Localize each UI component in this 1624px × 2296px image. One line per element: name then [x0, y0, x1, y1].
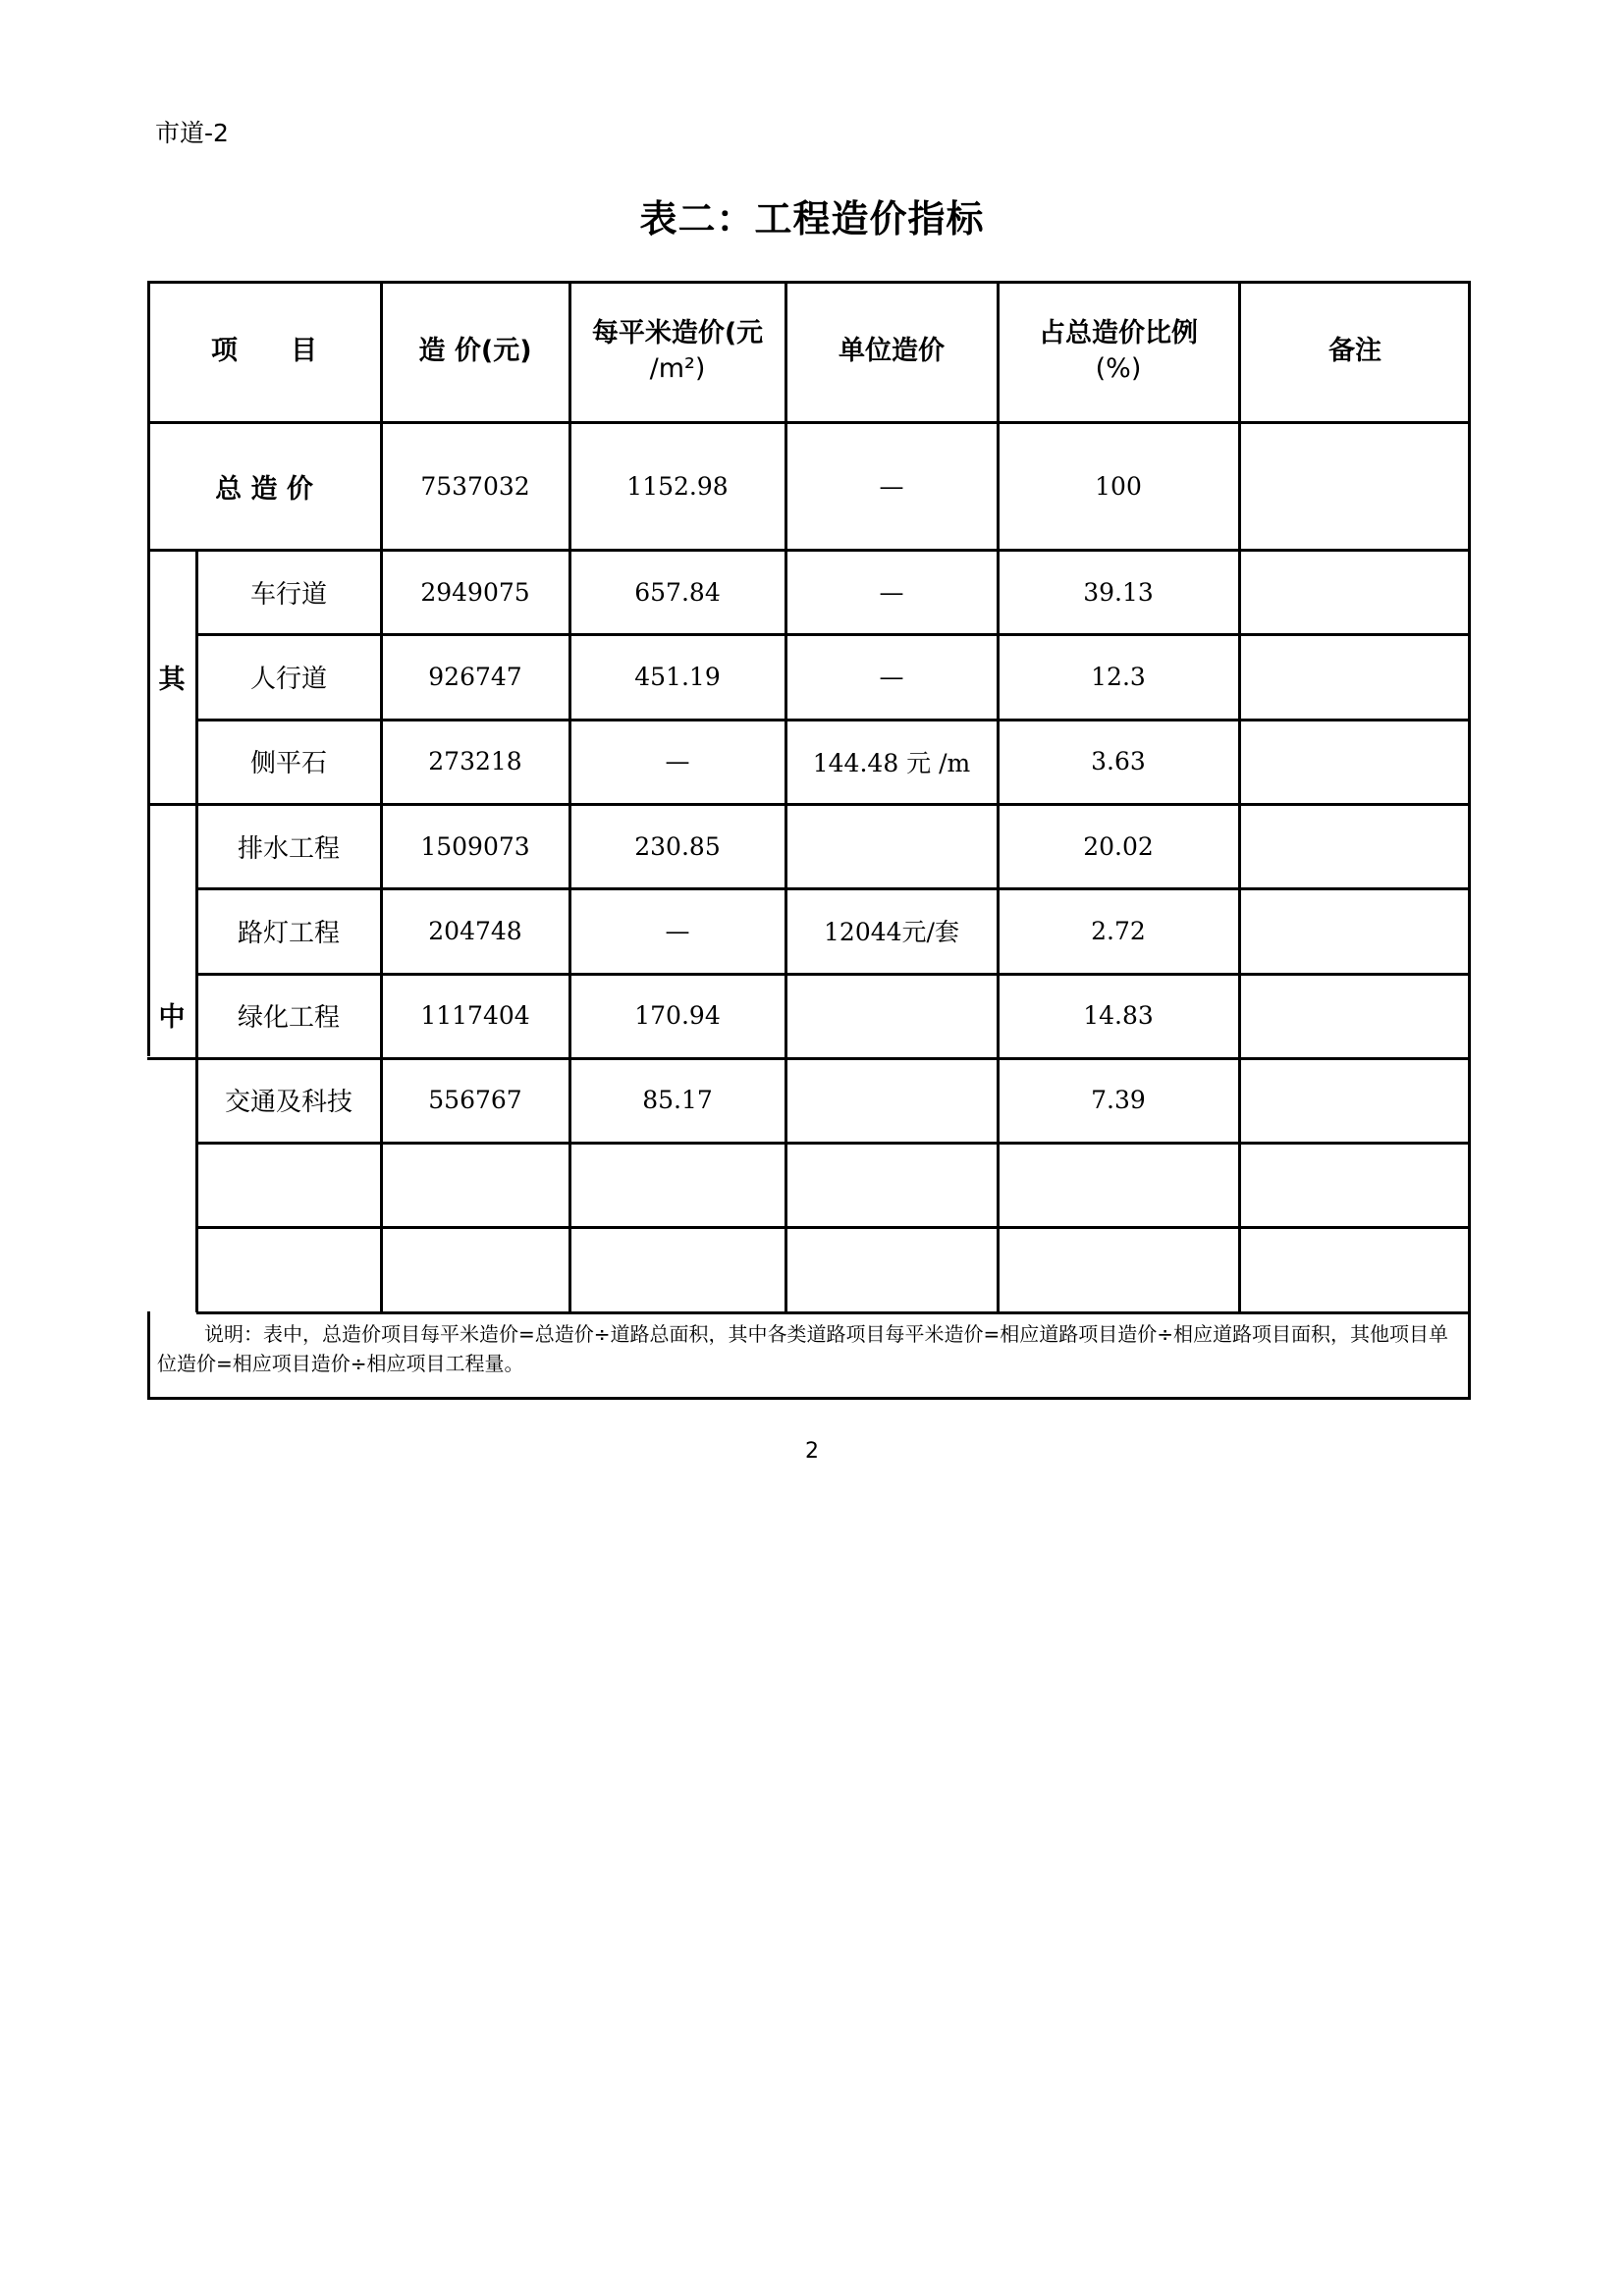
- header-remark: 备注: [1328, 335, 1381, 366]
- rule: [196, 1226, 1471, 1229]
- row-ratio: 12.3: [1091, 662, 1146, 691]
- rule: [785, 281, 787, 1312]
- row-unit-cost: 144.48 元 /m: [812, 748, 971, 777]
- row-unit-cost: [785, 1143, 998, 1227]
- row-unit-cost: —: [879, 662, 904, 691]
- row-cost: [381, 1143, 569, 1227]
- row-per-sqm: [569, 1143, 785, 1227]
- row-name: 绿化工程: [237, 1003, 340, 1034]
- row-per-sqm: 85.17: [642, 1086, 713, 1115]
- row-name: 车行道: [249, 579, 327, 610]
- rule: [1468, 281, 1471, 1400]
- rule: [195, 551, 198, 1312]
- row-cost: [381, 1227, 569, 1311]
- row-remark: [1239, 634, 1471, 719]
- row-ratio: [998, 1227, 1239, 1311]
- row-remark: [1239, 1227, 1471, 1311]
- row-ratio: 7.39: [1091, 1086, 1146, 1115]
- row-per-sqm: 657.84: [634, 577, 721, 607]
- header-item: 项 目: [211, 335, 317, 366]
- total-ratio: 100: [1095, 471, 1142, 501]
- header-per-sqm-line1: 每平米造价(元: [591, 317, 764, 348]
- row-per-sqm: 230.85: [634, 831, 721, 861]
- row-unit-cost: 12044元/套: [824, 918, 959, 947]
- header-ratio-line1: 占总造价比例: [1039, 317, 1198, 348]
- row-cost: 273218: [428, 747, 522, 776]
- row-cost: 2949075: [420, 577, 530, 607]
- row-name: 交通及科技: [224, 1088, 352, 1118]
- row-name: 侧平石: [249, 749, 327, 779]
- total-unit-cost: —: [879, 471, 904, 501]
- row-unit-cost: [785, 1058, 998, 1143]
- row-cost: 204748: [428, 916, 522, 945]
- row-ratio: 39.13: [1083, 577, 1154, 607]
- row-cost: 926747: [428, 662, 522, 691]
- header-ratio-line2: (%): [1095, 353, 1142, 384]
- row-ratio: [998, 1143, 1239, 1227]
- group-label-top: 其: [158, 664, 186, 695]
- row-name: [196, 1227, 381, 1311]
- rule: [196, 1311, 1471, 1314]
- rule: [147, 421, 1471, 424]
- table-title: 表二：工程造价指标: [639, 197, 985, 240]
- cost-index-table: [147, 281, 1471, 1400]
- row-unit-cost: [785, 804, 998, 888]
- row-per-sqm: [569, 1227, 785, 1311]
- row-ratio: 2.72: [1091, 916, 1146, 945]
- row-remark: [1239, 720, 1471, 804]
- rule: [196, 633, 1471, 636]
- total-label: 总 造 价: [215, 473, 313, 505]
- row-ratio: 14.83: [1083, 1001, 1154, 1031]
- total-cost: 7537032: [420, 471, 530, 501]
- rule: [147, 803, 1471, 806]
- rule: [147, 281, 150, 1056]
- row-cost: 556767: [428, 1086, 522, 1115]
- table-note: 说明：表中，总造价项目每平米造价=总造价÷道路总面积，其中各类道路项目每平米造价=相应道路项目造价÷相应道路项目面积，其他项目单位造价=相应项目造价÷相应项目工程量。: [157, 1322, 1449, 1375]
- rule: [568, 281, 571, 1312]
- rule: [997, 281, 1000, 1312]
- row-ratio: 3.63: [1091, 747, 1146, 776]
- row-unit-cost: [785, 1227, 998, 1311]
- rule: [147, 1311, 150, 1400]
- row-remark: [1239, 888, 1471, 973]
- rule: [147, 549, 1471, 552]
- row-cost: 1509073: [420, 831, 530, 861]
- group-label-bottom: 中: [158, 1001, 186, 1033]
- rule: [147, 1057, 1471, 1060]
- row-remark: [1239, 550, 1471, 634]
- rule: [196, 719, 1471, 721]
- row-remark: [1239, 1058, 1471, 1143]
- rule: [147, 1397, 1471, 1400]
- total-remark: [1239, 422, 1471, 550]
- row-per-sqm: —: [665, 916, 690, 945]
- row-name: 人行道: [249, 664, 327, 694]
- page-number: 2: [805, 1439, 819, 1464]
- header-cost: 造 价(元): [418, 335, 532, 366]
- row-remark: [1239, 1143, 1471, 1227]
- row-name: 排水工程: [237, 833, 340, 864]
- rule: [1238, 281, 1241, 1312]
- row-cost: 1117404: [420, 1001, 530, 1031]
- row-unit-cost: —: [879, 577, 904, 607]
- row-per-sqm: 451.19: [634, 662, 721, 691]
- header-per-sqm-line2: /m²): [649, 353, 706, 384]
- row-name: 路灯工程: [237, 918, 340, 948]
- row-per-sqm: —: [665, 747, 690, 776]
- rule: [196, 1142, 1471, 1145]
- rule: [196, 973, 1471, 976]
- rule: [147, 281, 1471, 284]
- header-ratio: [998, 281, 1239, 422]
- rule: [196, 887, 1471, 890]
- row-name: [196, 1143, 381, 1227]
- page-code: 市道-2: [155, 119, 229, 147]
- row-remark: [1239, 804, 1471, 888]
- header-unit-cost: 单位造价: [839, 335, 945, 366]
- row-per-sqm: 170.94: [634, 1001, 721, 1031]
- row-remark: [1239, 974, 1471, 1058]
- total-per-sqm: 1152.98: [626, 471, 729, 501]
- row-ratio: 20.02: [1083, 831, 1154, 861]
- row-unit-cost: [785, 974, 998, 1058]
- rule: [380, 281, 383, 1312]
- header-per-sqm: [569, 281, 785, 422]
